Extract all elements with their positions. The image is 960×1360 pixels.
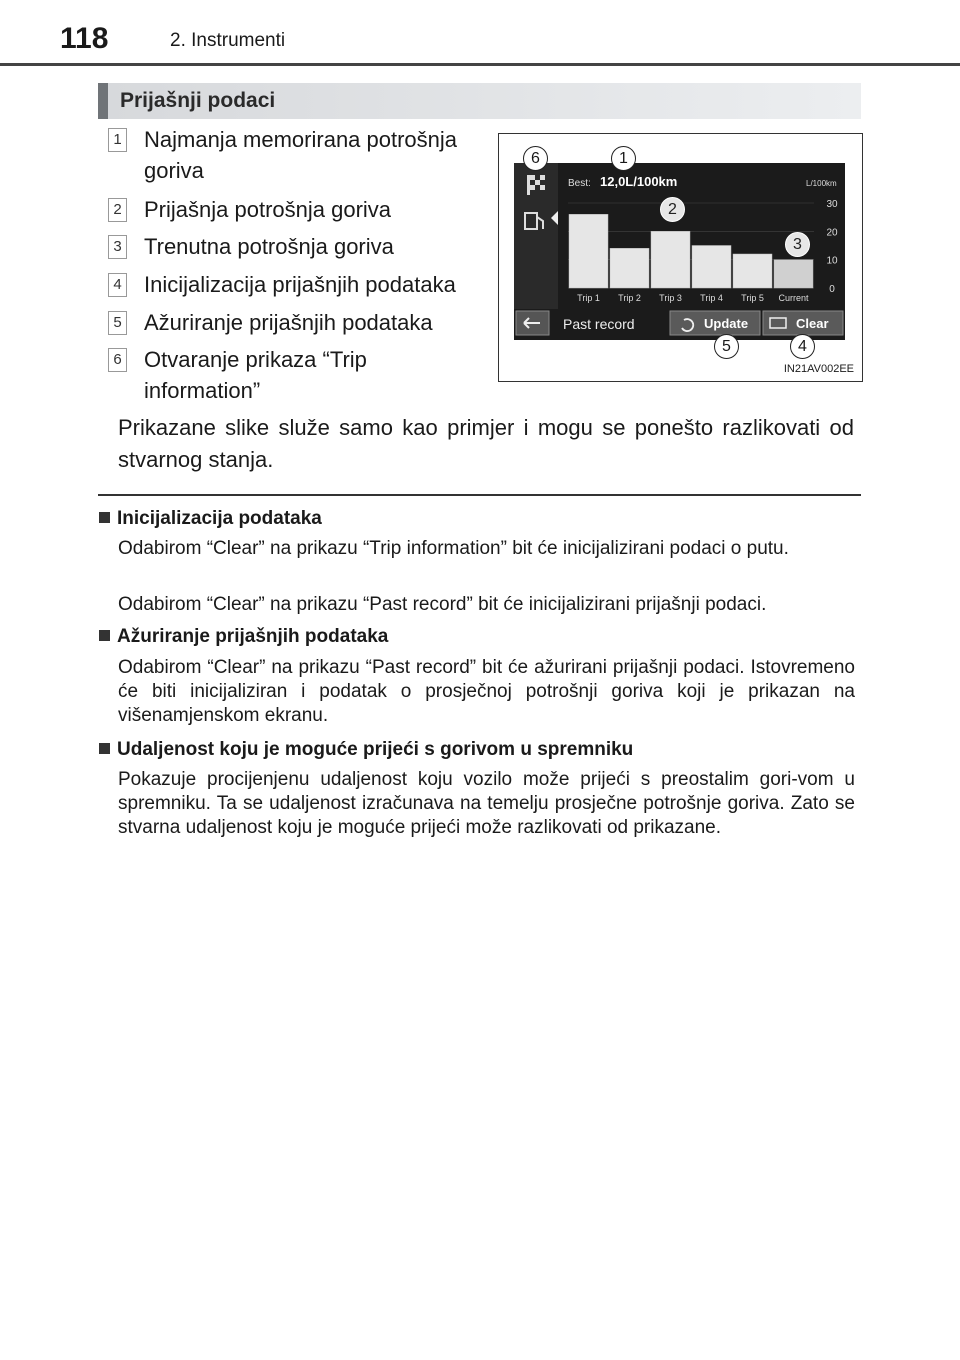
- square-bullet-icon: [99, 743, 110, 754]
- update-label: Update: [704, 316, 749, 331]
- item-number: 5: [108, 311, 127, 335]
- subheading: Udaljenost koju je moguće prijeći s gorivom u spremniku: [99, 739, 633, 761]
- page-number: 118: [60, 22, 109, 55]
- square-bullet-icon: [99, 630, 110, 641]
- square-bullet-icon: [99, 512, 110, 523]
- paragraph: Odabirom “Clear” na prikazu “Past record” bit će ažurirani prijašnji podaci. Istovremeno će biti inicijaliziran i podatak o prosječnoj potrošnji goriva koji je prikazan na višenamjenskom ekranu.: [118, 657, 855, 726]
- item-text: Inicijalizacija prijašnjih podataka: [144, 272, 456, 297]
- subheading: Ažuriranje prijašnjih podataka: [99, 626, 388, 648]
- bar-trip-1: [569, 214, 608, 288]
- paragraph: Odabirom “Clear” na prikazu “Past record” bit će inicijalizirani prijašnji podaci.: [118, 594, 767, 615]
- x-tick-label: Current: [778, 293, 809, 303]
- bar-trip-3: [651, 231, 690, 288]
- paragraph: Pokazuje procijenjenu udaljenost koju vozilo može prijeći s preostalim gori-vom u spremniku. Ta se udaljenost izračunava na temelju prosječne potrošnje goriva. Zato se stvarna udaljenost koju je moguće prijeći može razlikovati od prikazane.: [118, 769, 855, 838]
- x-tick-label: Trip 5: [741, 293, 764, 303]
- figure-code: IN21AV002EE: [783, 363, 854, 375]
- bar-trip-5: [733, 254, 772, 288]
- item-number: 4: [108, 273, 127, 297]
- item-text: Trenutna potrošnja goriva: [144, 234, 394, 259]
- x-tick-label: Trip 4: [700, 293, 723, 303]
- clear-label: Clear: [796, 316, 829, 331]
- item-number: 1: [108, 128, 127, 152]
- section-divider: [98, 494, 861, 496]
- y-tick-label: 0: [829, 284, 835, 295]
- item-number: 3: [108, 235, 127, 259]
- back-button[interactable]: [516, 311, 549, 335]
- item-text: Prijašnja potrošnja goriva: [144, 197, 392, 222]
- callout-2: 2: [660, 197, 685, 222]
- header-rule: [0, 63, 960, 66]
- bar-trip-2: [610, 248, 649, 288]
- x-tick-label: Trip 2: [618, 293, 641, 303]
- callout-6: 6: [523, 146, 548, 171]
- chapter-title: 2. Instrumenti: [170, 30, 286, 51]
- clear-button[interactable]: [763, 311, 843, 335]
- note-text: Prikazane slike služe samo kao primjer i mogu se ponešto razlikovati od stvarnog stanja.: [118, 415, 854, 472]
- item-number: 6: [108, 348, 127, 372]
- best-label: Best:: [568, 178, 591, 189]
- callout-3: 3: [785, 232, 810, 257]
- callout-4: 4: [790, 334, 815, 359]
- unit-label: L/100km: [806, 179, 837, 188]
- callout-1: 1: [611, 146, 636, 171]
- paragraph: Odabirom “Clear” na prikazu “Trip information” bit će inicijalizirani podaci o putu.: [118, 538, 789, 559]
- y-tick-label: 10: [826, 255, 838, 267]
- item-text: Ažuriranje prijašnjih podataka: [144, 310, 433, 335]
- figure-frame: [498, 133, 863, 382]
- item-text: Otvaranje prikaza “Trip information”: [144, 347, 367, 403]
- y-tick-label: 20: [826, 227, 838, 239]
- y-tick-label: 30: [826, 199, 838, 210]
- bar-current: [774, 260, 813, 288]
- item-number: 2: [108, 198, 127, 222]
- x-tick-label: Trip 3: [659, 293, 682, 303]
- bar-trip-4: [692, 246, 731, 289]
- callout-5: 5: [714, 334, 739, 359]
- update-button[interactable]: [670, 311, 760, 335]
- subheading: Inicijalizacija podataka: [99, 508, 322, 530]
- best-value: 12,0L/100km: [600, 174, 678, 189]
- x-tick-label: Trip 1: [577, 293, 600, 303]
- past-record-title: Past record: [563, 316, 635, 332]
- section-title: Prijašnji podaci: [98, 83, 861, 119]
- item-text: Najmanja memorirana potrošnja goriva: [144, 127, 458, 183]
